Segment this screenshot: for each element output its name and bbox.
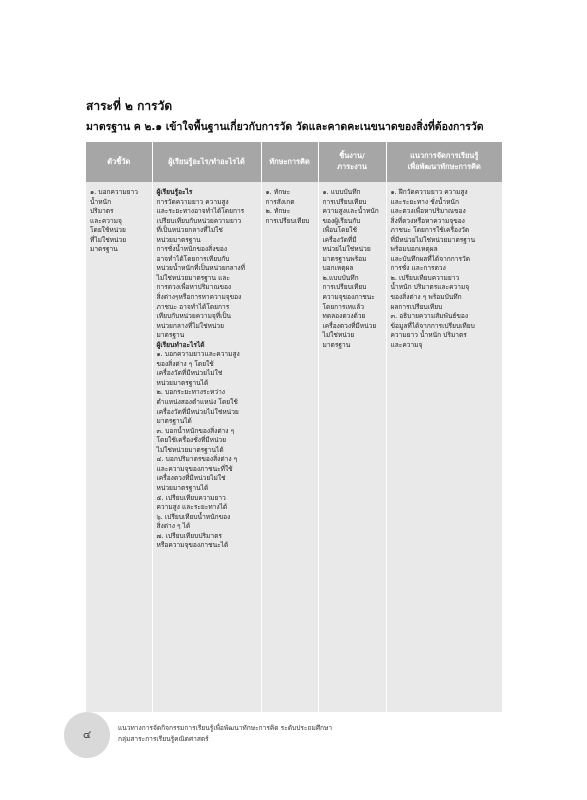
do-subtitle: ผู้เรียนทำอะไรได้ — [156, 340, 205, 349]
footer-book-title: แนวทางการจัดกิจกรรมการเรียนรู้เพื่อพัฒนาทักษะการคิด ระดับประถมศึกษา — [118, 724, 333, 732]
learn-subtitle: ผู้เรียนรู้อะไร — [156, 188, 193, 196]
header-learner: ผู้เรียนรู้อะไร/ทำอะไรได้ — [152, 142, 261, 182]
cell-approach: ๑. ฝึกวัดความยาว ความสูง และระยะทาง ชั่งน้ำหนัก และตวงเพื่อหาปริมาณของ สิ่งที่ตวงหรือหาความจุของ ภาชนะ โดยการใช้เครื่องวัด ที่มีหน่วยไม่ใช่หน่วยมาตรฐาน พร้อมบอกเหตุผล และบันทึกผลที่ได้จากการวัด การชั่ง และการตวง ๒. เปรียบเทียบความยาว น้ำหนัก ปริมาตรและความจุ ของสิ่งต่าง ๆ พร้อมบันทึก ผลการเปรียบเทียบ ๓. อธิบายความสัมพันธ์ของ ข้อมูลที่ได้จากการเปรียบเทียบ ความยาว น้ำหนัก ปริมาตร และความจุ — [386, 182, 502, 712]
header-work: ชิ้นงาน/ ภาระงาน — [318, 142, 386, 182]
header-thinking-skill: ทักษะการคิด — [261, 142, 318, 182]
page-number: ๔ — [82, 728, 92, 741]
footer-subject: กลุ่มสาระการเรียนรู้คณิตศาสตร์ — [118, 735, 209, 743]
table-header-row — [86, 142, 502, 182]
cell-thinking-skill: ๑. ทักษะ การสังเกต ๒. ทักษะ การเปรียบเทียบ — [261, 182, 318, 712]
cell-work: ๑. แบบบันทึก การเปรียบเทียบ ความสูงและน้ำหนัก ของผู้เรียนกับ เพื่อนโดยใช้ เครื่องวัดที่มี หน่วยไม่ใช่หน่วย มาตรฐานพร้อม บอกเหตุผล ๒.แบบบันทึก การเปรียบเทียบ ความจุของภาชนะ โดยการเทแล้ว ทดลองตวงด้วย เครื่องตวงที่มีหน่วย ไม่ใช่หน่วยมาตรฐาน — [318, 182, 386, 712]
curriculum-table — [86, 142, 502, 712]
standard-subheading: มาตรฐาน ค ๒.๑ เข้าใจพื้นฐานเกี่ยวกับการวัด วัดและคาดคะเนขนาดของสิ่งที่ต้องการวัด — [86, 121, 484, 133]
strand-heading: สาระที่ ๒ การวัด — [86, 99, 173, 113]
cell-learner — [152, 182, 261, 712]
cell-indicator: ๑. บอกความยาว น้ำหนัก ปริมาตร และความจุ โดยใช้หน่วย ที่ไม่ใช่หน่วย มาตรฐาน — [86, 182, 152, 712]
table-row — [86, 182, 502, 712]
header-approach: แนวการจัดการเรียนรู้ เพื่อพัฒนาทักษะการคิด — [386, 142, 502, 182]
header-indicator: ตัวชี้วัด — [86, 142, 152, 182]
do-text: ๑. บอกความยาวและความสูง ของสิ่งต่าง ๆ โดยใช้ เครื่องวัดที่มีหน่วยไม่ใช่ หน่วยมาตรฐานได้ ๒. บอกระยะทางระหว่าง ตำแหน่งสองตำแหน่ง โดยใช้ เครื่องวัดที่มีหน่วยไม่ใช่หน่วย มาตรฐานได้ ๓. บอกน้ำหนักของสิ่งต่าง ๆ โดยใช้เครื่องชั่งที่มีหน่วย ไม่ใช่หน่วยมาตรฐานได้ ๔. บอกปริมาตรของสิ่งต่าง ๆ และความจุของภาชนะที่ใช้ เครื่องตวงที่มีหน่วยไม่ใช่ หน่วยมาตรฐานได้ ๕. เปรียบเทียบความยาว ความสูง และระยะทางได้ ๖. เปรียบเทียบน้ำหนักของ สิ่งต่าง ๆ ได้ ๗. เปรียบเทียบปริมาตร หรือความจุของภาชนะได้ — [156, 350, 240, 550]
learn-text: การวัดความยาว ความสูง และระยะทางอาจทำได้โดยการ เปรียบเทียบกับหน่วยความยาว ที่เป็นหน่วยกลางที่ไม่ใช่ หน่วยมาตรฐาน การชั่งน้ำหนักของสิ่งของ อาจทำได้โดยการเทียบกับ หน่วยน้ำหนักที่เป็นหน่วยกลางที่ ไม่ใช่หน่วยมาตรฐาน และ การตวงเพื่อหาปริมาณของ สิ่งต่างๆหรือการหาความจุของ ภาชนะ อาจทำได้โดยการ เทียบกับหน่วยความจุที่เป็น หน่วยกลางที่ไม่ใช่หน่วย มาตรฐาน — [156, 197, 245, 340]
